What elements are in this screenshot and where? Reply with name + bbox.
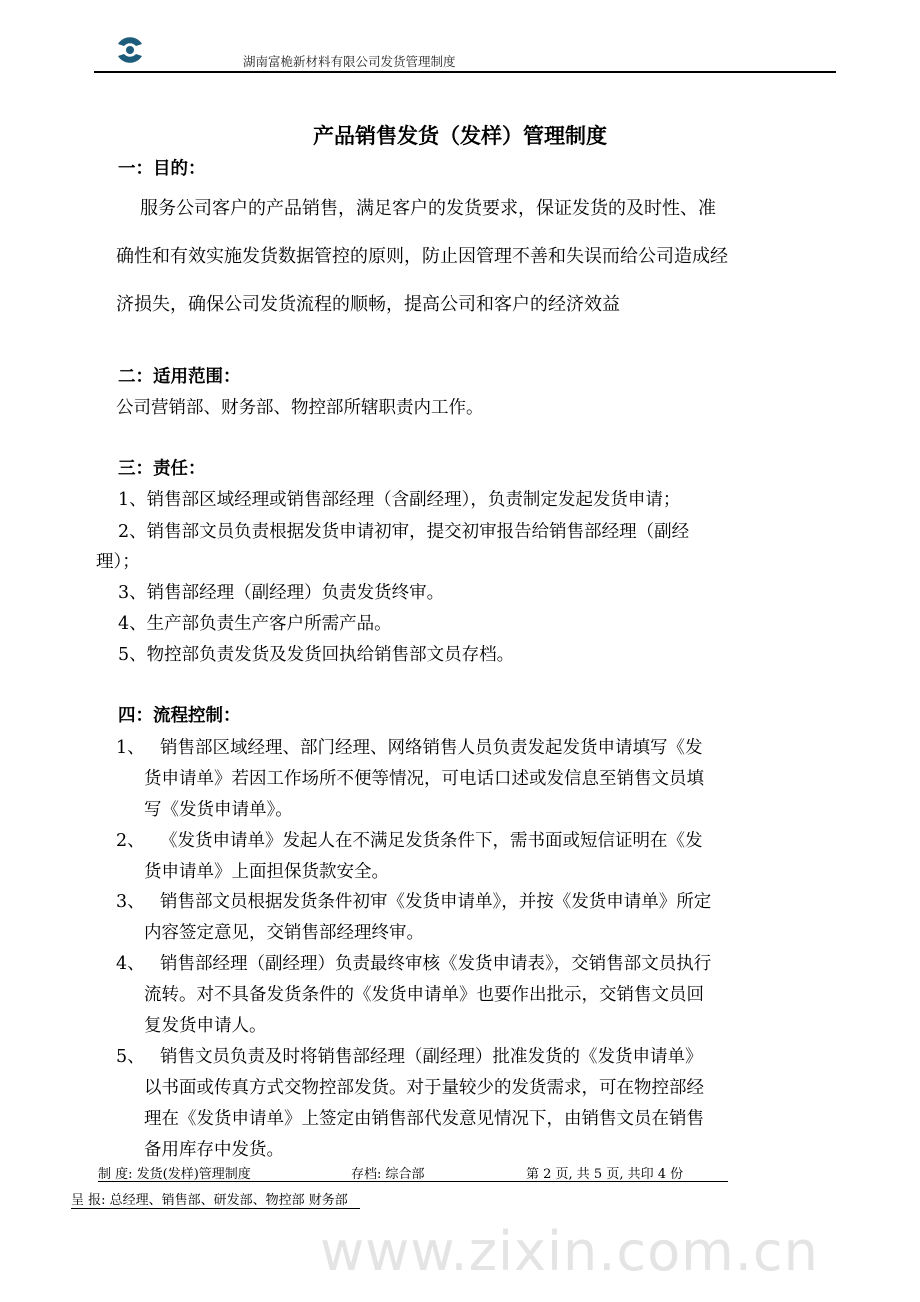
item-line: 备用库存中发货。 xyxy=(144,1140,284,1160)
footer-archive: 存档: 综合部 xyxy=(351,1167,425,1182)
company-logo xyxy=(110,30,150,70)
paragraph-line: 服务公司客户的产品销售，满足客户的发货要求，保证发货的及时性、准 xyxy=(140,198,716,219)
section-heading-scope: 二：适用范围： xyxy=(118,367,241,387)
scope-text: 公司营销部、财务部、物控部所辖职责内工作。 xyxy=(116,398,484,418)
item-number: 3、 xyxy=(116,892,145,912)
item-line: 复发货申请人。 xyxy=(144,1016,267,1036)
item-line: 销售部经理（副经理）负责最终审核《发货申请表》，交销售部文员执行 xyxy=(160,954,712,974)
section-heading-purpose: 一：目的： xyxy=(118,159,206,179)
footer-page-info: 第 2 页, 共 5 页, 共印 4 份 xyxy=(526,1167,684,1182)
item-line: 内容签定意见，交销售部经理终审。 xyxy=(144,923,424,943)
item-line: 货申请单》若因工作场所不便等情况，可电话口述或发信息至销售文员填 xyxy=(144,769,704,789)
footer-regulation: 制 度: 发货(发样)管理制度 xyxy=(98,1167,251,1182)
responsibility-line: 1、销售部区域经理或销售部经理（含副经理），负责制定发起发货申请； xyxy=(118,490,681,510)
header-title: 湖南富桅新材料有限公司发货管理制度 xyxy=(243,54,456,69)
watermark: www.zixin.com.cn xyxy=(320,1220,819,1283)
item-number: 4、 xyxy=(116,954,145,974)
item-line: 写《发货申请单》。 xyxy=(144,800,293,820)
item-line: 销售部文员根据发货条件初审《发货申请单》，并按《发货申请单》所定 xyxy=(160,892,712,912)
item-line: 理在《发货申请单》上签定由销售部代发意见情况下，由销售文员在销售 xyxy=(144,1109,704,1129)
item-number: 5、 xyxy=(116,1047,145,1067)
responsibility-line: 2、销售部文员负责根据发货申请初审，提交初审报告给销售部经理（副经 xyxy=(118,522,690,542)
item-number: 1、 xyxy=(116,738,145,758)
item-line: 销售部区域经理、部门经理、网络销售人员负责发起发货申请填写《发 xyxy=(160,738,703,758)
responsibility-line: 4、生产部负责生产客户所需产品。 xyxy=(118,614,392,634)
item-number: 2、 xyxy=(116,831,145,851)
responsibility-line: 5、物控部负责发货及发货回执给销售部文员存档。 xyxy=(118,645,515,665)
paragraph-line: 济损失，确保公司发货流程的顺畅，提高公司和客户的经济效益 xyxy=(116,294,620,315)
paragraph-line: 确性和有效实施发货数据管控的原则，防止因管理不善和失误而给公司造成经 xyxy=(116,246,728,267)
footer-info xyxy=(98,1163,728,1182)
item-line: 销售文员负责及时将销售部经理（副经理）批准发货的《发货申请单》 xyxy=(160,1047,703,1067)
footer-report-to: 呈 报: 总经理、销售部、研发部、物控部 财务部 xyxy=(71,1189,360,1209)
item-line: 流转。对不具备发货条件的《发货申请单》也要作出批示，交销售文员回 xyxy=(144,985,704,1005)
item-line: 《发货申请单》发起人在不满足发货条件下，需书面或短信证明在《发 xyxy=(160,831,703,851)
responsibility-line: 理）； xyxy=(96,552,140,572)
item-line: 货申请单》上面担保货款安全。 xyxy=(144,862,389,882)
section-heading-process: 四：流程控制： xyxy=(118,706,241,726)
item-line: 以书面或传真方式交物控部发货。对于量较少的发货需求，可在物控部经 xyxy=(144,1078,704,1098)
document-title: 产品销售发货（发样）管理制度 xyxy=(313,123,607,148)
section-heading-responsibility: 三：责任： xyxy=(118,459,206,479)
responsibility-line: 3、销售部经理（副经理）负责发货终审。 xyxy=(118,583,445,603)
header-divider xyxy=(94,71,836,73)
